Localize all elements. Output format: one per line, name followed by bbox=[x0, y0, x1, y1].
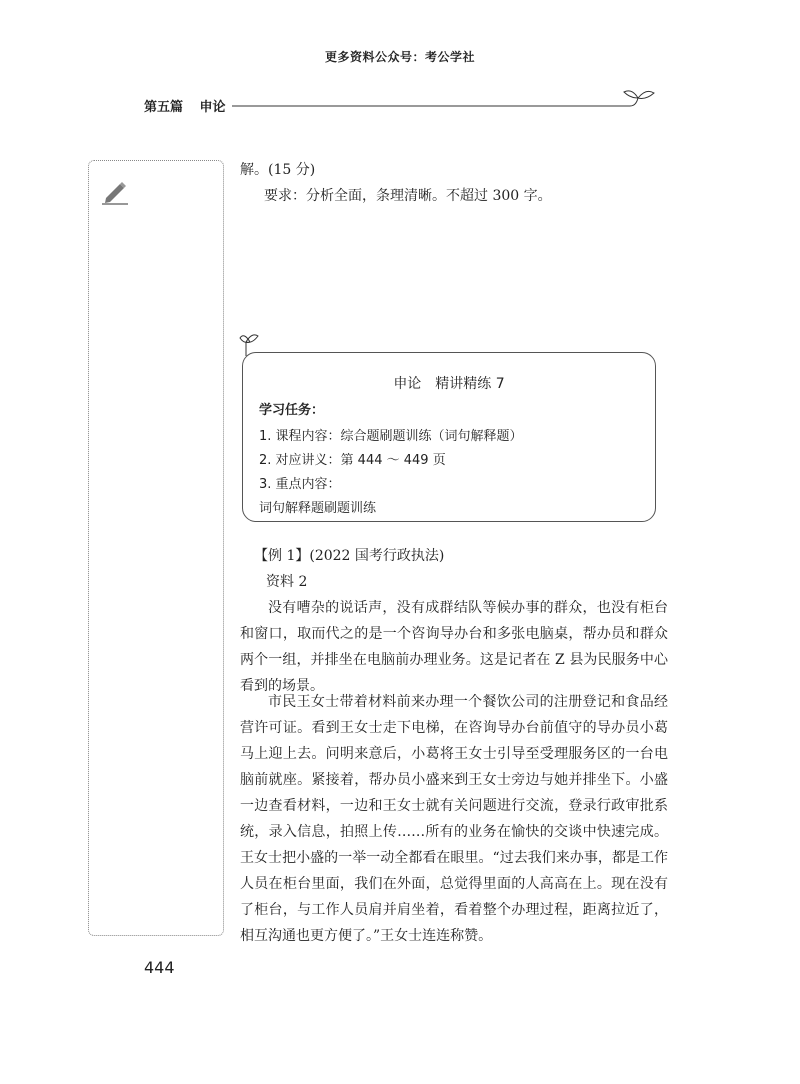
task-line: 1. 课程内容：综合题刷题训练（词句解释题） bbox=[259, 429, 523, 444]
task-line: 3. 重点内容： bbox=[259, 477, 341, 492]
intro-score-line: 解。(15 分) bbox=[240, 162, 316, 178]
chapter-title: 申论 bbox=[199, 100, 226, 115]
chapter-heading bbox=[144, 96, 238, 115]
intro-requirement: 要求：分析全面，条理清晰。不超过 300 字。 bbox=[264, 188, 552, 204]
chapter-part: 第五篇 bbox=[144, 100, 184, 115]
page-number: 444 bbox=[144, 958, 175, 977]
example-label: 【例 1】(2022 国考行政执法) bbox=[254, 548, 445, 564]
material-label: 资料 2 bbox=[266, 574, 308, 590]
task-heading: 学习任务： bbox=[259, 403, 325, 418]
task-line: 2. 对应讲义：第 444 ～ 449 页 bbox=[259, 453, 446, 468]
task-line: 词句解释题刷题训练 bbox=[259, 501, 377, 516]
pencil-icon bbox=[100, 178, 130, 206]
material-paragraph: 没有嘈杂的说话声，没有成群结队等候办事的群众，也没有柜台和窗口，取而代之的是一个咨询导办台和多张电脑桌，帮办员和群众两个一组，并排坐在电脑前办理业务。这是记者在 Z 县为民服务中心看到的场景。 bbox=[240, 600, 668, 694]
material-paragraph: 市民王女士带着材料前来办理一个餐饮公司的注册登记和食品经营许可证。看到王女士走下电梯，在咨询导办台前值守的导办员小葛马上迎上去。问明来意后，小葛将王女士引导至受理服务区的一台电脑前就座。紧接着，帮办员小盛来到王女士旁边与她并排坐下。小盛一边查看材料，一边和王女士就有关问题进行交流，登录行政审批系统，录入信息，拍照上传……所有的业务在愉快的交谈中快速完成。王女士把小盛的一举一动全都看在眼里。“过去我们来办事，都是工作人员在柜台里面，我们在外面，总觉得里面的人高高在上。现在没有了柜台，与工作人员肩并肩坐着，看着整个办理过程，距离拉近了，相互沟通也更方便了。”王女士连连称赞。 bbox=[240, 694, 668, 944]
header-rule-sprout-icon bbox=[232, 88, 662, 112]
task-box-title: 申论 精讲精练 7 bbox=[393, 376, 505, 392]
notes-margin-box bbox=[88, 160, 224, 936]
study-task-box bbox=[242, 352, 656, 522]
watermark-text: 更多资料公众号：考公学社 bbox=[324, 50, 475, 64]
